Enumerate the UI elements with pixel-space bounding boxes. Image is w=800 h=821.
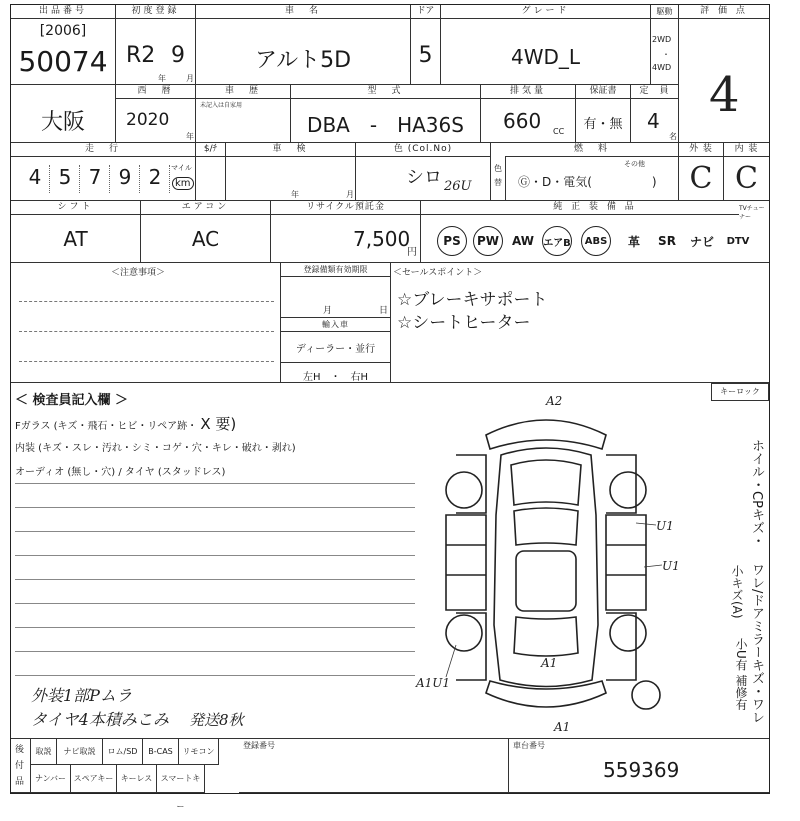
score: 4: [709, 67, 740, 123]
history-cell: [196, 85, 291, 143]
model: DBA - HA36S: [307, 113, 464, 137]
recycle-cell: [271, 201, 421, 263]
equipment-label: 純 正 装 備 品: [421, 201, 769, 215]
reg-number-cell: [239, 738, 509, 793]
lot-number-cell: [11, 5, 116, 85]
accessory-item: キーレス: [117, 765, 157, 793]
seireki-cell: [116, 85, 196, 143]
reg-month: 月: [323, 306, 333, 316]
footer-row: [11, 738, 769, 811]
equipment-item: [437, 226, 467, 256]
region-cell: [11, 85, 116, 143]
inspection-year: 年: [291, 190, 299, 199]
inspector-line: [15, 627, 415, 628]
exterior-label: 外 装: [679, 143, 723, 157]
caution-line: [19, 361, 274, 362]
model-cell: [291, 85, 481, 143]
accessories-label-3: 品: [15, 777, 25, 787]
accessories-label-cell: [11, 738, 31, 793]
accessories-label-1: 後: [15, 745, 25, 755]
side-text-4: 小U有 補修有: [734, 638, 748, 711]
equipment-item: [581, 226, 611, 256]
yen-unit: 円: [407, 247, 417, 258]
year-code: [2006]: [39, 23, 87, 39]
km-unit: km: [172, 177, 194, 190]
score-label: 評 価 点: [679, 5, 769, 19]
accessory-item: ナビ取説: [57, 738, 103, 765]
side-text-2: ワレ/ドアミラーキズ・ワレ: [749, 563, 764, 724]
grade-label: グレード: [441, 5, 650, 19]
accessory-item: ロム/SD: [103, 738, 143, 765]
fuel: Ⓖ・D・電気( ): [518, 175, 657, 189]
damage-mark-right-rear: U1: [662, 559, 680, 573]
caution-line: [19, 301, 274, 302]
auction-sheet: [10, 4, 770, 811]
interior-label: 内 装: [724, 143, 769, 157]
inspector-line: [15, 603, 415, 604]
unit-number: 559369: [603, 758, 680, 782]
inspector-line: [15, 579, 415, 580]
exterior-cell: [679, 143, 724, 201]
inspector-line-2: 内装 (キズ・スレ・汚れ・シミ・コゲ・穴・キレ・破れ・剥れ): [15, 443, 296, 454]
inspector-line: [15, 675, 415, 676]
damage-mark-front: A2: [546, 394, 563, 408]
mileage-digit: 9: [111, 165, 140, 193]
capacity-cell: [631, 85, 679, 143]
first-registration-cell: [116, 5, 196, 85]
unit-number-cell: [509, 738, 769, 793]
sales-point-1: ☆ブレーキサポート: [397, 290, 548, 310]
door-cell: [411, 5, 441, 85]
inspection-month: 月: [346, 190, 354, 199]
equipment-label: AW: [512, 234, 534, 248]
drive-cell: [651, 5, 679, 85]
equipment-item: [687, 226, 717, 256]
reg-expiry-cell: [281, 263, 391, 318]
mileage-label: 走 行: [11, 143, 195, 157]
drive-4wd: 4WD: [652, 63, 672, 72]
equipment-label: ABS: [584, 235, 608, 247]
damage-mark-rear: A1: [541, 656, 558, 670]
tv-label: TVチューナー: [739, 203, 769, 221]
car-name: アルト5D: [254, 48, 352, 73]
equipment-label: PS: [443, 234, 461, 248]
keylock-box: [711, 383, 769, 401]
glass-mark: X 要): [200, 415, 237, 433]
mileage-digits: [21, 165, 176, 195]
unit-cell: [196, 143, 226, 201]
car-damage-diagram: [416, 394, 680, 735]
side-text-1: ホイル・CPキズ・: [749, 439, 764, 547]
sales-point-2: ☆シートヒーター: [397, 313, 531, 333]
import-cell: [281, 318, 391, 383]
month: 9: [171, 43, 185, 68]
damage-mark-right-door: U1: [656, 519, 674, 533]
inspector-line: [15, 555, 415, 556]
damage-mark-rear-bumper: A1: [554, 720, 571, 734]
model-label: 型 式: [291, 85, 480, 99]
warranty-label: 保証書: [576, 85, 630, 99]
region: 大阪: [40, 110, 85, 135]
seireki-label: 西 暦: [116, 85, 195, 99]
shift-label: シフト: [11, 201, 140, 215]
era: R2: [126, 43, 156, 68]
exterior-grade: C: [689, 161, 713, 196]
reg-day: 日: [379, 306, 389, 316]
reg-expiry-label: 登録備類有効期限: [281, 263, 390, 277]
accessory-item: スマートキー: [157, 765, 205, 793]
handwritten-note-2: タイヤ4本積みこみ: [31, 710, 169, 729]
equipment-label: SR: [658, 234, 676, 248]
equipment-item: [723, 226, 753, 256]
equipment-item: [542, 226, 572, 256]
unit-label: $/ﾁ: [196, 143, 225, 157]
equipment-item: [619, 226, 649, 256]
equipment-label: 革: [627, 234, 640, 249]
equipment-item: [508, 226, 538, 256]
drive-2wd: 2WD: [652, 35, 672, 44]
inspector-line: [15, 507, 415, 508]
equipment-item: [473, 226, 503, 256]
ac-cell: [141, 201, 271, 263]
doors: 5: [418, 43, 433, 68]
color-change: 色替: [494, 164, 502, 187]
handwritten-note-1: 外装1部Pムラ: [31, 686, 132, 705]
interior-grade: C: [735, 161, 758, 196]
side-text-3: 小キズ(A): [730, 565, 744, 619]
warranty: 有・無: [583, 117, 623, 132]
color-cell: [356, 143, 491, 201]
glass-text: Fガラス (キズ・飛石・ヒビ・リペア跡・: [15, 421, 198, 432]
inspection-label: 車 検: [226, 143, 355, 157]
drive-dot: ・: [662, 50, 670, 59]
fuel-other: その他: [624, 160, 645, 168]
accessory-item: スペアキー: [71, 765, 117, 793]
handle-side: 左H ・ 右H: [302, 372, 369, 383]
interior-cell: [724, 143, 769, 201]
equipment-item: [652, 226, 682, 256]
displacement-cell: [481, 85, 576, 143]
drive-label: 駆動: [651, 5, 678, 19]
door-label: ドア: [411, 5, 440, 19]
color-change-cell: [491, 156, 506, 201]
seireki-suffix: 年: [186, 132, 194, 141]
mile-unit: マイル: [171, 164, 192, 172]
history-label: 車 歴: [196, 85, 290, 99]
sales-label: ＜セールスポイント＞: [393, 268, 483, 278]
inspector-line: [15, 651, 415, 652]
color-label: 色 (Col.No): [356, 143, 490, 157]
damage-mark-left-rear: A1U1: [416, 676, 451, 690]
equipment-label: DTV: [726, 235, 750, 247]
inspector-line: [15, 483, 415, 484]
inspector-title: ＜ 検査員記入欄 ＞: [15, 393, 129, 408]
caution-cell: [11, 263, 281, 383]
year-suffix: 年: [158, 74, 166, 83]
equipment-label: エアB: [543, 237, 571, 249]
accessory-item: B-CAS: [143, 738, 179, 765]
mileage-digit: 5: [51, 165, 80, 193]
ac-label: エアコン: [141, 201, 270, 215]
mileage-cell: [11, 143, 196, 201]
first-reg-label: 初度登録: [116, 5, 195, 19]
warranty-cell: [576, 85, 631, 143]
cc-unit: CC: [553, 127, 565, 136]
inspection-cell: [226, 143, 356, 201]
dealer-parallel: ディーラー・並行: [295, 344, 376, 355]
capacity: 4: [647, 109, 660, 133]
inspector-area: [11, 383, 769, 739]
score-cell: [679, 5, 769, 143]
reg-number-label: 登録番号: [243, 741, 275, 750]
grade: 4WD_L: [510, 45, 581, 69]
ac: AC: [191, 227, 220, 251]
unit-number-label: 車台番号: [513, 741, 545, 750]
recycle: 7,500: [353, 227, 411, 251]
month-suffix: 月: [186, 74, 194, 83]
equipment-label: ナビ: [689, 234, 714, 249]
color: シロ: [406, 167, 442, 188]
lot-label: 出品番号: [11, 5, 115, 19]
car-name-label: 車 名: [196, 5, 410, 19]
inspector-line-1: [15, 413, 236, 434]
inspector-line: [15, 531, 415, 532]
sales-point-cell: [391, 263, 769, 383]
seireki: 2020: [126, 110, 170, 130]
capacity-label: 定 員: [631, 85, 678, 99]
mileage-digit: 4: [21, 165, 50, 193]
keylock-label: キーロック: [720, 387, 760, 396]
displacement: 660: [503, 109, 542, 133]
history-note: 未記入は自家用: [200, 102, 243, 109]
fuel-cell: [506, 143, 679, 201]
recycle-label: リサイクル預託金: [271, 201, 420, 215]
import-divider: [281, 362, 390, 363]
accessory-item: 取説: [31, 738, 57, 765]
mileage-digit: 2: [141, 165, 170, 193]
fuel-label: 燃 料: [506, 143, 678, 157]
shift: AT: [63, 227, 88, 251]
grade-cell: [441, 5, 651, 85]
accessory-item: リモコン: [179, 738, 219, 765]
inspector-line-3: オーディオ (無し・穴) / タイヤ (スタッドレス): [15, 467, 226, 478]
accessories-label-2: 付: [15, 761, 25, 771]
displacement-label: 排気量: [481, 85, 575, 99]
equipment-label: PW: [476, 234, 500, 248]
mileage-digit: 7: [81, 165, 110, 193]
color-number: 26U: [444, 179, 472, 194]
import-label: 輸入車: [281, 318, 390, 332]
caution-line: [19, 331, 274, 332]
caution-label: ＜注意事項＞: [111, 268, 166, 278]
handwritten-note-3: 発送8秋: [189, 711, 244, 729]
capacity-suffix: 名: [669, 132, 677, 141]
car-name-cell: [196, 5, 411, 85]
shift-cell: [11, 201, 141, 263]
lot-number: 50074: [18, 45, 108, 78]
accessory-item: ナンバー: [31, 765, 71, 793]
